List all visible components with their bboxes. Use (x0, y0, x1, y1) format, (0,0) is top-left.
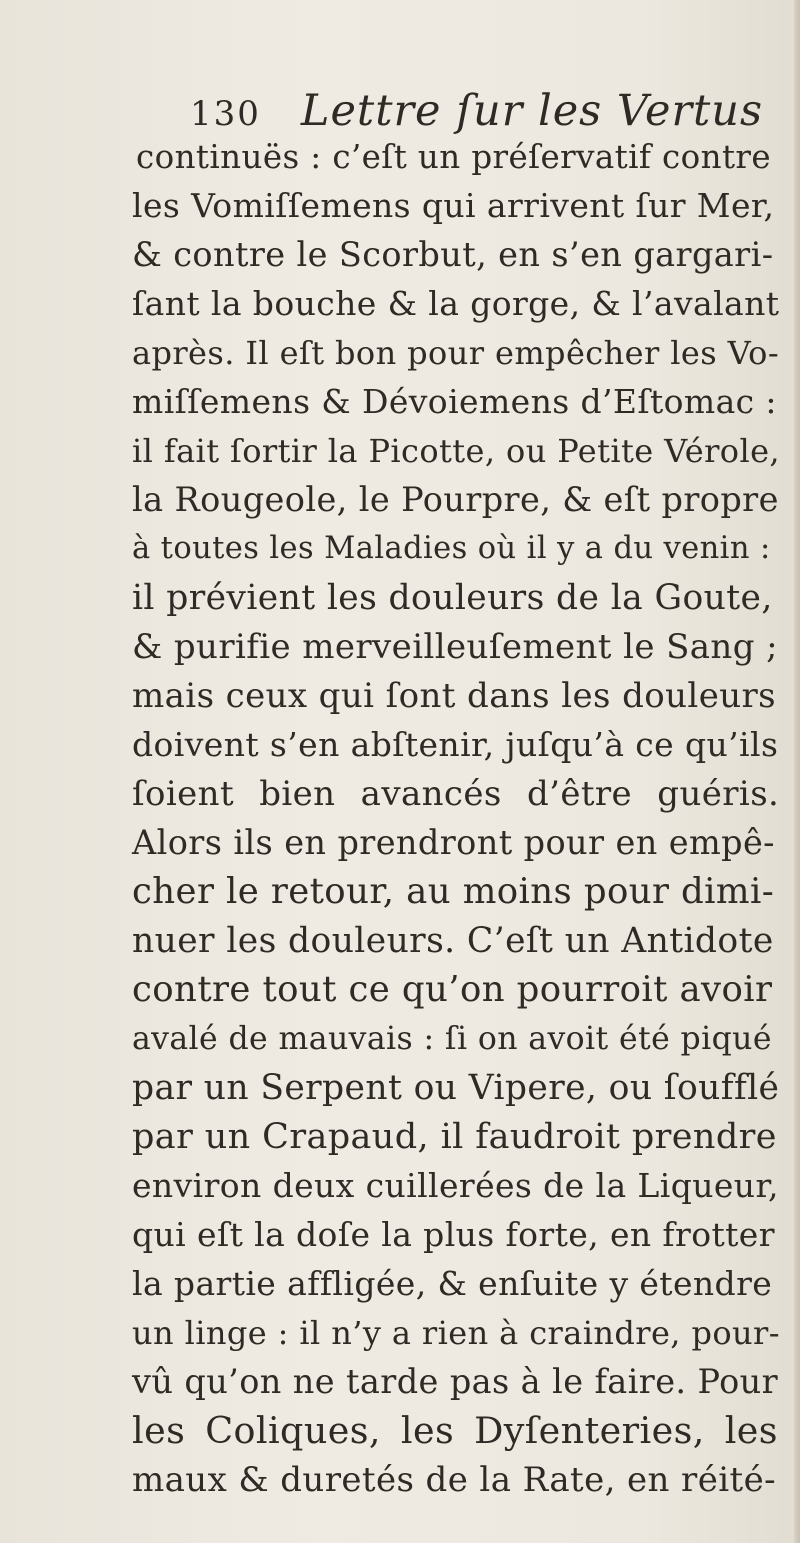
page-edge (794, 0, 800, 1543)
text-line: doivent s’en abſtenir, juſqu’à ce qu’ils (132, 725, 779, 764)
page-number: 130 (190, 94, 261, 134)
text-line: maux & duretés de la Rate, en réité- (132, 1460, 776, 1500)
text-line: & contre le Scorbut, en s’en gargari- (132, 235, 774, 274)
text-line: la Rougeole, le Pourpre, & eſt propre (132, 480, 779, 519)
text-line: par un Crapaud, il faudroit prendre (132, 1117, 777, 1157)
running-title: Lettre ſur les Vertus (300, 86, 764, 136)
text-line: contre tout ce qu’on pourroit avoir (132, 969, 773, 1010)
text-line: environ deux cuillerées de la Liqueur, (132, 1166, 779, 1205)
text-line: avalé de mauvais : ſi on avoit été piqué (132, 1021, 772, 1057)
text-line: mais ceux qui ſont dans les douleurs (132, 676, 777, 716)
text-line: ſoient bien avancés d’être guéris. (132, 774, 780, 814)
text-line: il fait ſortir la Picotte, ou Petite Vérole, (132, 432, 780, 470)
text-line: nuer les douleurs. C’eſt un Antidote (132, 921, 774, 961)
text-line: vû qu’on ne tarde pas à le faire. Pour (132, 1362, 779, 1401)
text-line: un linge : il n’y a rien à craindre, pour- (132, 1314, 780, 1352)
text-line: la partie affligée, & enſuite y étendre (132, 1264, 773, 1303)
text-line: les Coliques, les Dyſenteries, les (132, 1409, 778, 1452)
text-line: les Vomiſſemens qui arrivent ſur Mer, (132, 186, 775, 225)
text-line: par un Serpent ou Vipere, ou ſoufflé (132, 1068, 780, 1108)
text-line: miſſemens & Dévoiemens d’Eſtomac : (132, 382, 777, 421)
text-line: continuës : c’eſt un préſervatif contre (136, 138, 771, 176)
text-line: il prévient les douleurs de la Goute, (132, 578, 773, 618)
text-line: & purifie merveilleuſement le Sang ; (132, 627, 778, 667)
page-header (190, 86, 763, 136)
text-line: à toutes les Maladies où il y a du venin : (132, 531, 771, 566)
text-line: cher le retour, au moins pour dimi- (132, 871, 775, 912)
text-line: qui eſt la doſe la plus forte, en frotter (132, 1215, 775, 1254)
text-line: après. Il eſt bon pour empêcher les Vo- (132, 334, 780, 372)
text-line: Alors ils en prendront pour en empê- (132, 823, 775, 862)
text-line: ſant la bouche & la gorge, & l’avalant (132, 284, 780, 323)
